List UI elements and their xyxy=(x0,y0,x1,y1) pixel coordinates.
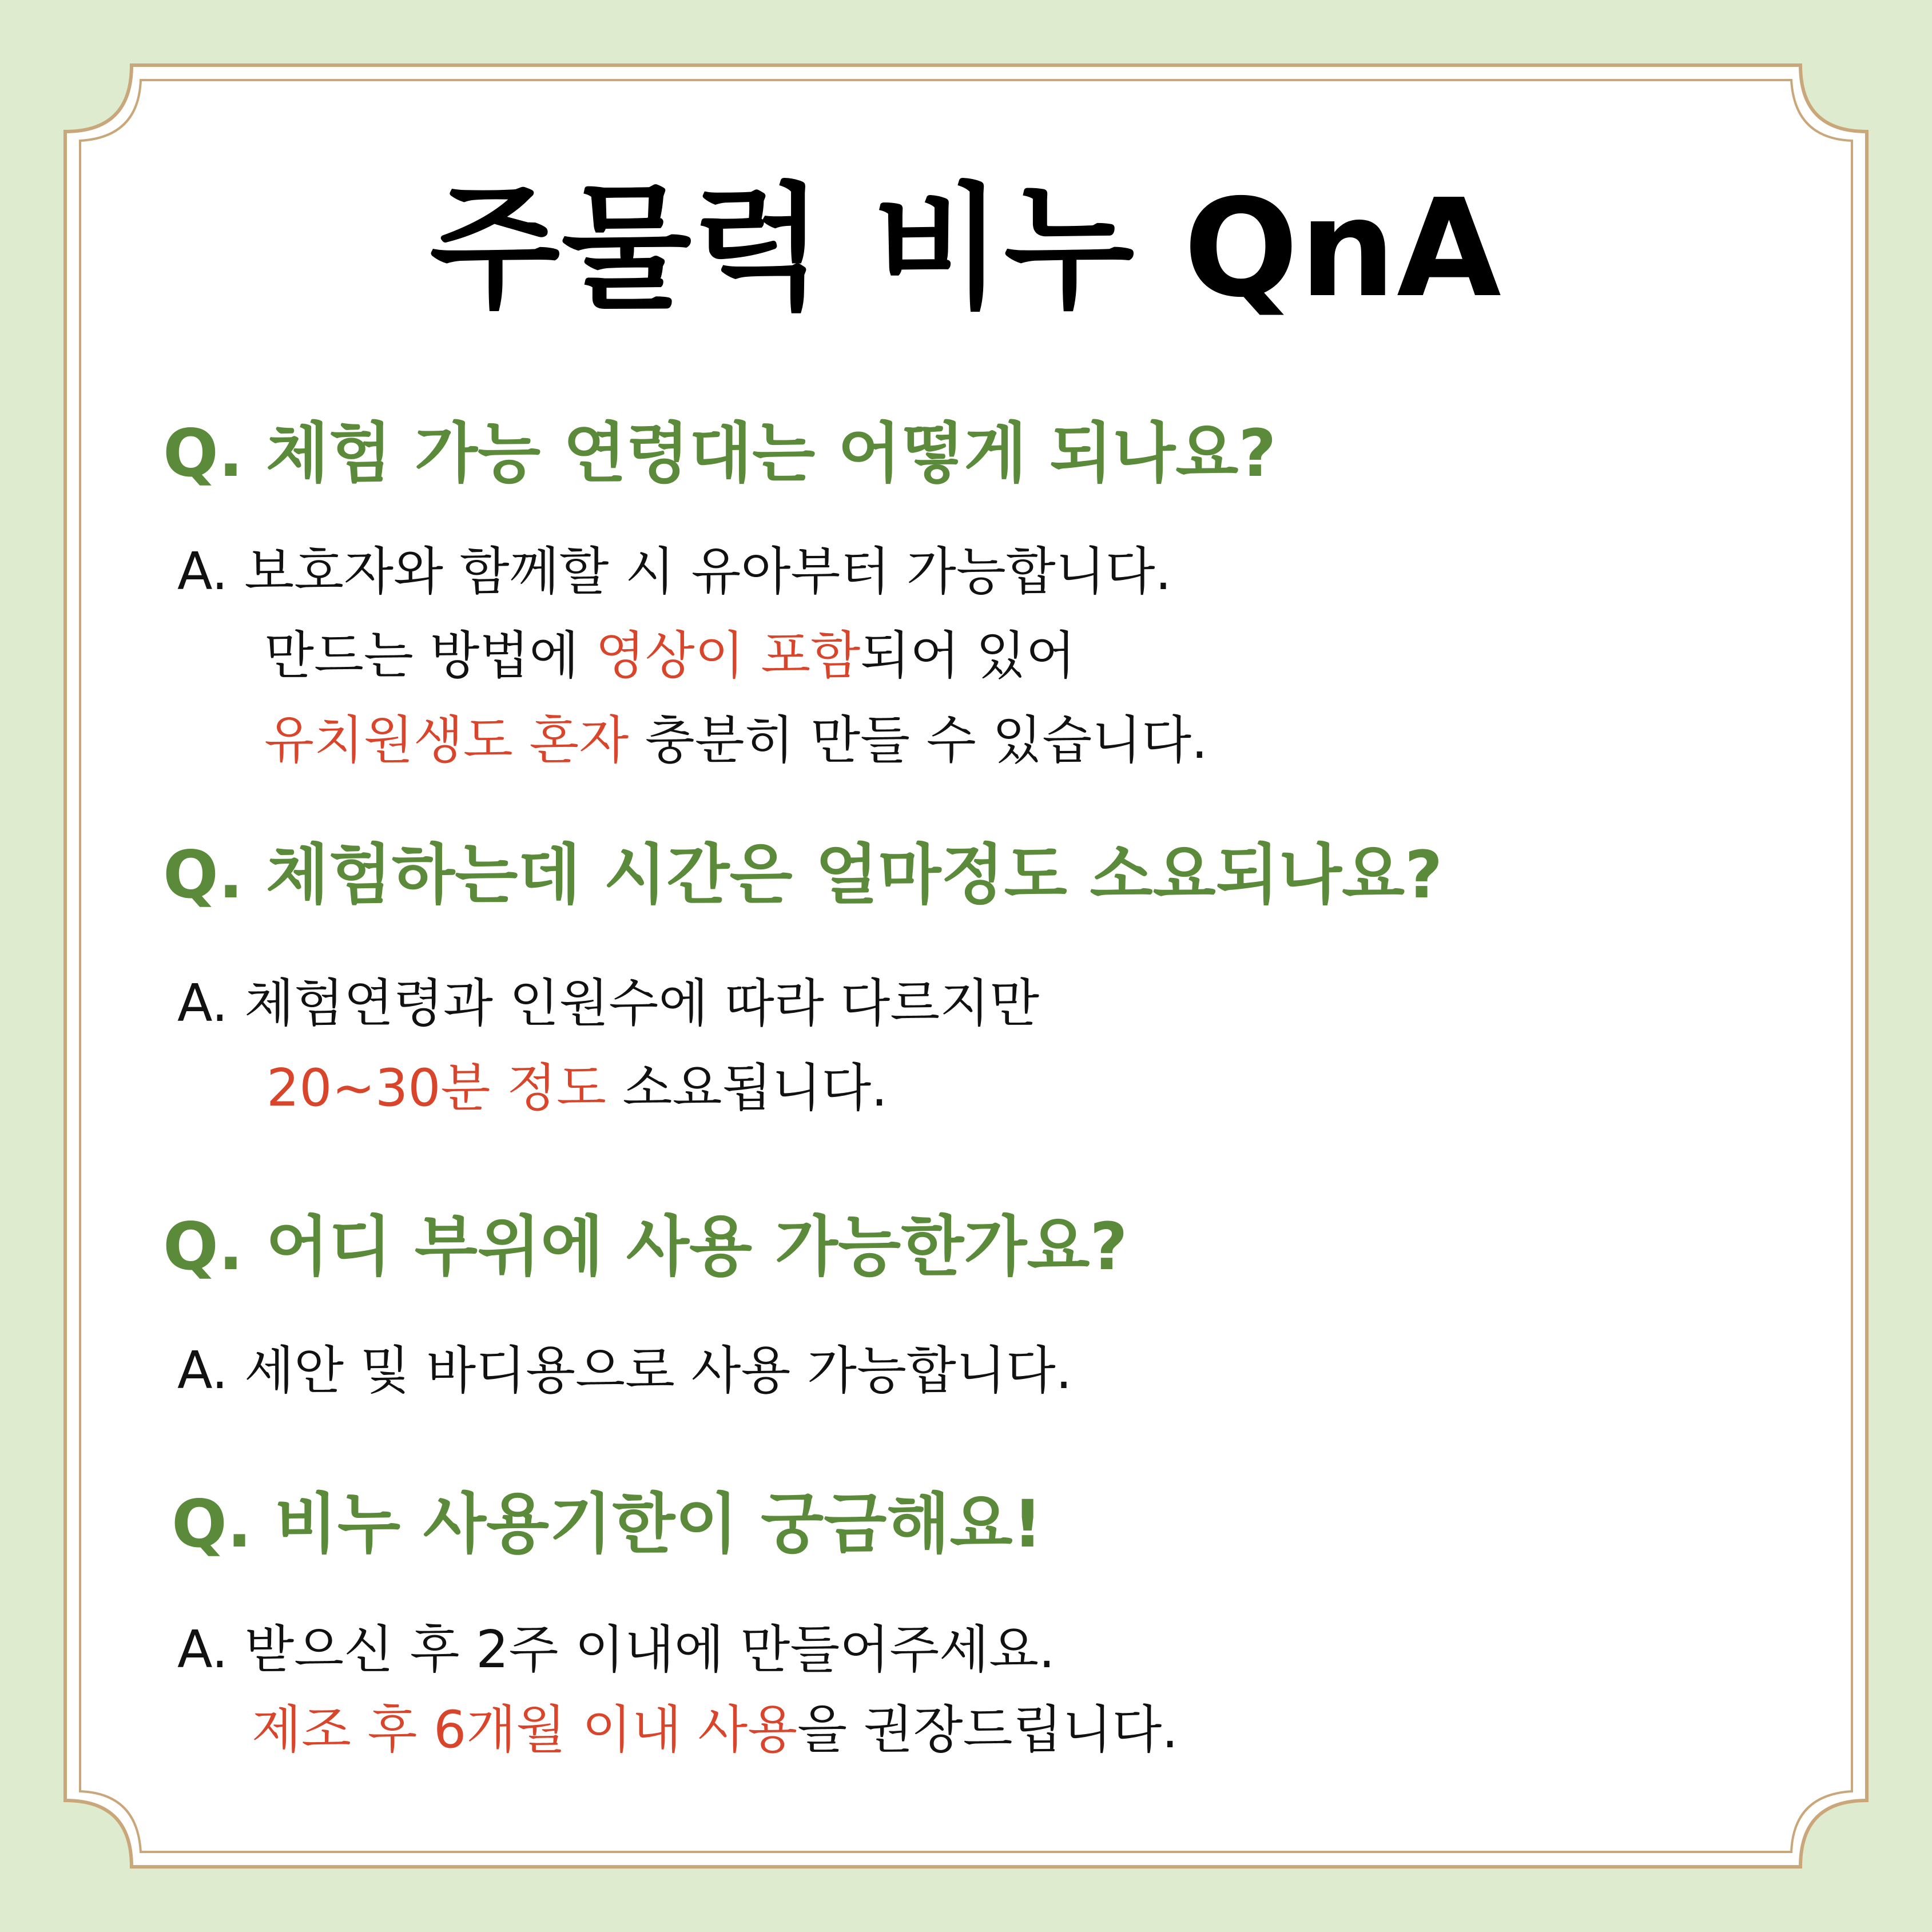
answer-4-line-1: A. 받으신 후 2주 이내에 만들어주세요. xyxy=(177,1620,1055,1680)
answer-1-line-2 xyxy=(264,619,1076,693)
answer-text: 소요됩니다. xyxy=(606,1058,888,1118)
answer-text: 을 권장드립니다. xyxy=(797,1700,1178,1760)
answer-text: 만드는 방법에 xyxy=(264,626,595,686)
answer-1-line-1: A. 보호자와 함께할 시 유아부터 가능합니다. xyxy=(177,542,1172,602)
question-4: Q. 비누 사용기한이 궁금해요! xyxy=(172,1486,1043,1562)
question-2: Q. 체험하는데 시간은 얼마정도 소요되나요? xyxy=(163,837,1443,913)
answer-3-line-1: A. 세안 및 바디용으로 사용 가능합니다. xyxy=(177,1341,1072,1401)
question-1: Q. 체험 가능 연령대는 어떻게 되나요? xyxy=(163,415,1277,491)
page-title: 주물럭 비누 QnA xyxy=(430,170,1502,327)
answer-2-line-2 xyxy=(267,1051,888,1126)
answer-highlight: 제조 후 6개월 이내 사용 xyxy=(252,1700,798,1760)
answer-highlight: 유치원생도 혼자 xyxy=(264,710,629,770)
answer-4-line-2 xyxy=(252,1693,1178,1767)
answer-1-line-3 xyxy=(264,703,1208,778)
answer-highlight: 영상이 포함 xyxy=(595,626,861,686)
answer-text: 충분히 만들 수 있습니다. xyxy=(629,710,1208,770)
answer-2-line-1: A. 체험연령과 인원수에 따라 다르지만 xyxy=(177,973,1040,1033)
question-3: Q. 어디 부위에 사용 가능한가요? xyxy=(163,1209,1128,1285)
answer-highlight: 20~30분 정도 xyxy=(267,1058,606,1118)
answer-text: 되어 있어 xyxy=(860,626,1076,686)
